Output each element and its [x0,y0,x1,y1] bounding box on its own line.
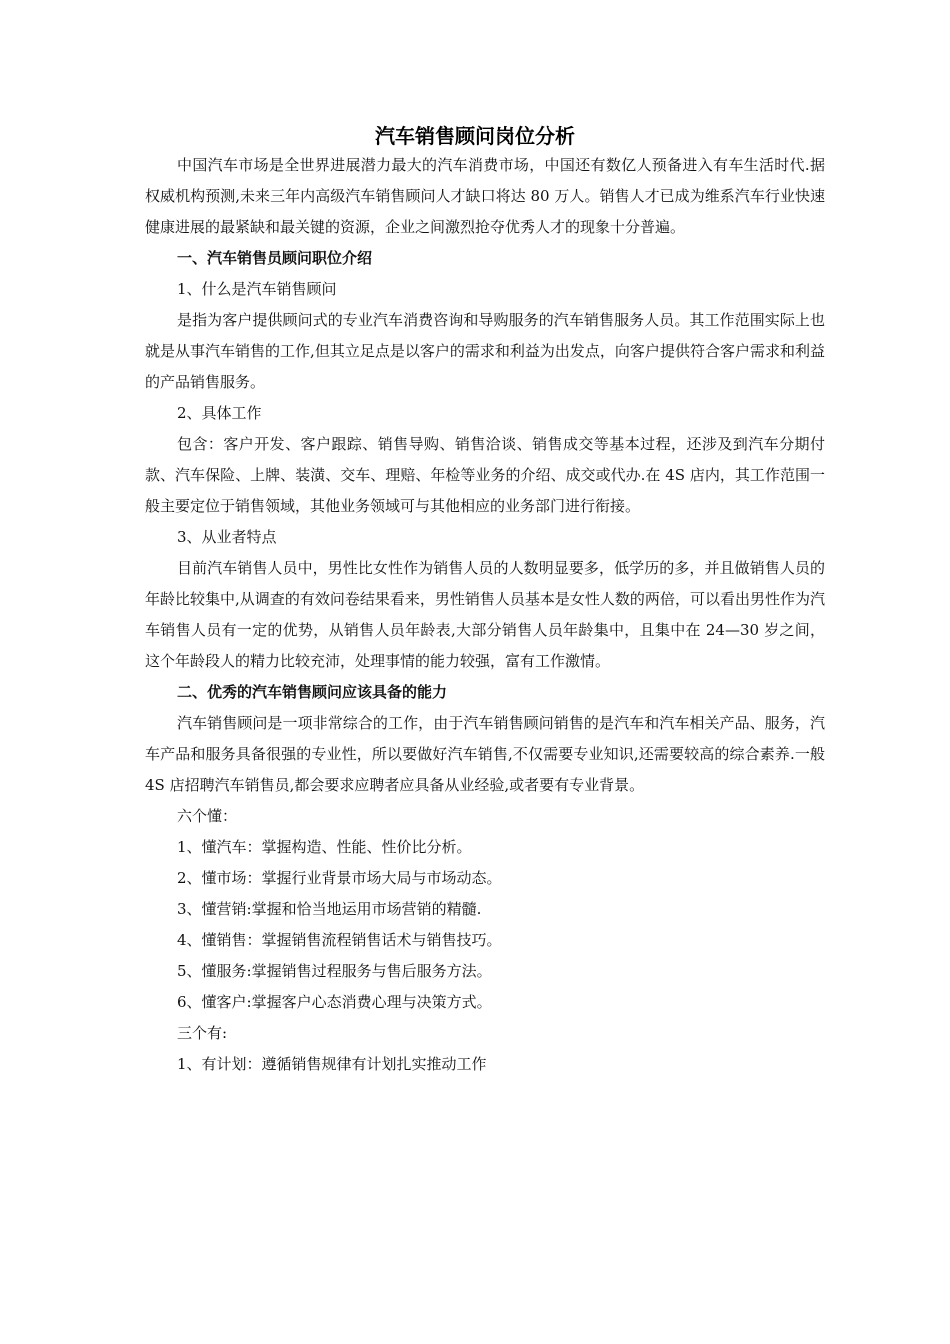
six-understand-item: 2、懂市场：掌握行业背景市场大局与市场动态。 [177,869,502,887]
section-2-paragraph: 汽车销售顾问是一项非常综合的工作，由于汽车销售顾问销售的是汽车和汽车相关产品、服务，汽车产品和服务具备很强的专业性，所以要做好汽车销售,不仅需要专业知识,还需要较高的综合素养.一般 4S 店招聘汽车销售员,都会要求应聘者应具备从业经验,或者要有专业背景。 [145,714,825,794]
subsection-1-title: 1、什么是汽车销售顾问 [177,280,337,298]
subsection-2-title: 2、具体工作 [177,404,262,422]
subsection-3-title: 3、从业者特点 [177,528,277,546]
subsection-2-paragraph: 包含：客户开发、客户跟踪、销售导购、销售洽谈、销售成交等基本过程，还涉及到汽车分期付款、汽车保险、上牌、装潢、交车、理赔、年检等业务的介绍、成交或代办.在 4S 店内，其工作范围一般主要定位于销售领域，其他业务领域可与其他相应的业务部门进行衔接。 [145,435,825,515]
document-body [145,150,825,1080]
document-title: 汽车销售顾问岗位分析 [375,124,575,148]
six-understand-title: 六个懂： [177,807,238,825]
subsection-1-paragraph: 是指为客户提供顾问式的专业汽车消费咨询和导购服务的汽车销售服务人员。其工作范围实际上也就是从事汽车销售的工作,但其立足点是以客户的需求和利益为出发点，向客户提供符合客户需求和利益的产品销售服务。 [145,311,825,391]
six-understand-item: 3、懂营销:掌握和恰当地运用市场营销的精髓. [177,900,482,918]
section-1-heading: 一、汽车销售员顾问职位介绍 [177,249,373,267]
section-2-heading: 二、优秀的汽车销售顾问应该具备的能力 [177,683,448,701]
subsection-3-paragraph: 目前汽车销售人员中，男性比女性作为销售人员的人数明显要多，低学历的多，并且做销售人员的年龄比较集中,从调查的有效问卷结果看来，男性销售人员基本是女性人数的两倍，可以看出男性作为汽车销售人员有一定的优势，从销售人员年龄表,大部分销售人员年龄集中，且集中在 24—30 岁之间，这个年龄段人的精力比较充沛，处理事情的能力较强，富有工作激情。 [145,559,825,670]
six-understand-item: 6、懂客户:掌握客户心态消费心理与决策方式。 [177,993,492,1011]
six-understand-item: 4、懂销售：掌握销售流程销售话术与销售技巧。 [177,931,502,949]
three-have-title: 三个有: [177,1024,228,1042]
intro-paragraph: 中国汽车市场是全世界进展潜力最大的汽车消费市场，中国还有数亿人预备进入有车生活时代.据权威机构预测,未来三年内高级汽车销售顾问人才缺口将达 80 万人。销售人才已成为维系汽车行业快速健康进展的最紧缺和最关键的资源，企业之间激烈抢夺优秀人才的现象十分普遍。 [145,156,825,236]
six-understand-item: 5、懂服务:掌握销售过程服务与售后服务方法。 [177,962,492,980]
three-have-item: 1、有计划：遵循销售规律有计划扎实推动工作 [177,1055,487,1073]
six-understand-item: 1、懂汽车：掌握构造、性能、性价比分析。 [177,838,472,856]
